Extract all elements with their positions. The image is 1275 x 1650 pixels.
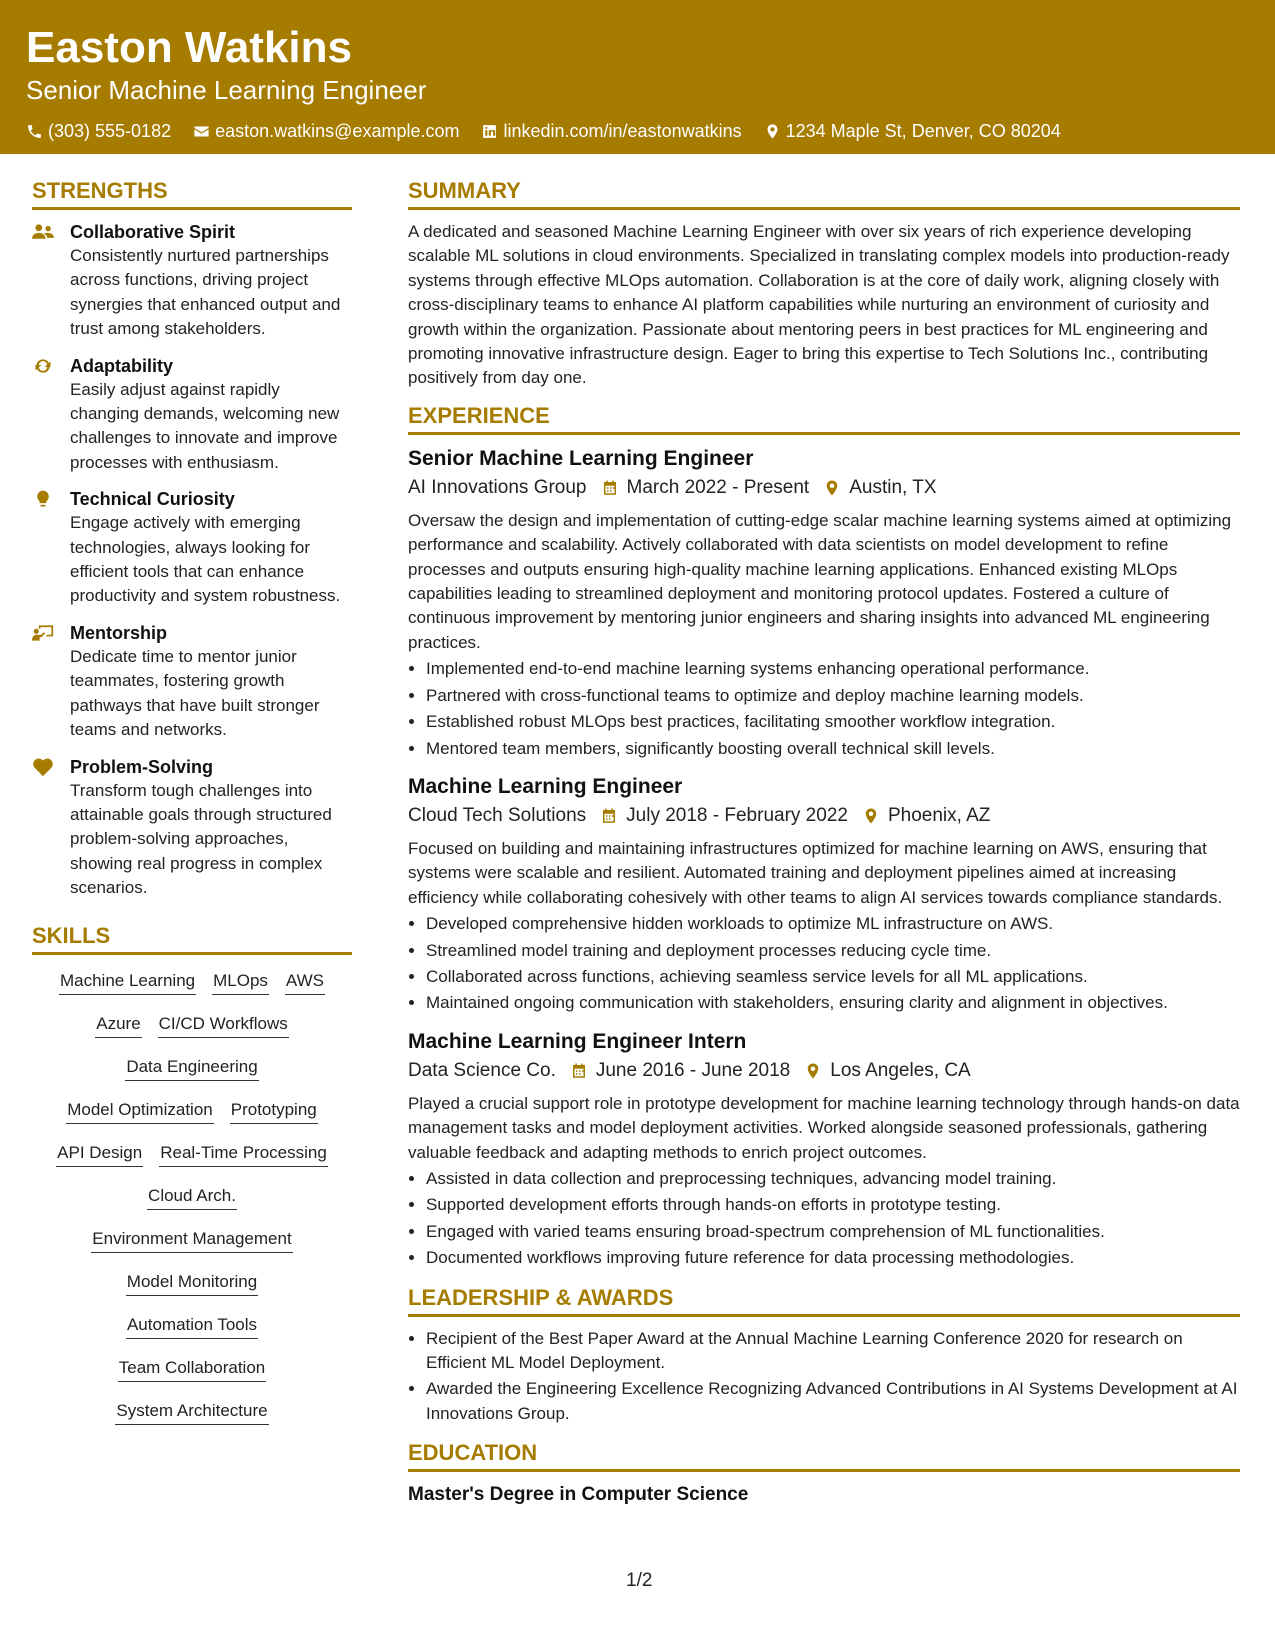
strength-item xyxy=(32,755,352,901)
envelope-icon xyxy=(193,123,210,140)
skill-tag: CI/CD Workflows xyxy=(158,1012,289,1038)
strength-desc: Dedicate time to mentor junior teammates, fostering growth pathways that have built stronger teams and networks. xyxy=(70,646,320,740)
job-dates: March 2022 - Present xyxy=(626,476,810,498)
summary-heading: SUMMARY xyxy=(408,176,1240,210)
list-item: • Established robust MLOps best practices, facilitating smoother workflow integration. xyxy=(426,710,1240,734)
skill-tag: Azure xyxy=(95,1012,141,1038)
calendar-icon xyxy=(601,479,619,497)
job-description: Focused on building and maintaining infrastructures optimized for machine learning on AWS, ensuring that systems were scalable and resilient. Automated training and deployment pipelines aimed at increasing efficiency while collaborating cohesively with other teams to align AI services towards compliance standards. xyxy=(408,838,1223,907)
leadership-bullets xyxy=(408,1327,1240,1427)
left-column xyxy=(32,176,352,1442)
list-item: • Engaged with varied teams ensuring broad-spectrum comprehension of ML functionalities. xyxy=(426,1220,1240,1244)
strength-desc: Consistently nurtured partnerships across functions, driving project synergies that enhanced output and trust among stakeholders. xyxy=(70,246,341,339)
page-number: 1/2 xyxy=(626,1570,653,1591)
candidate-name: Easton Watkins xyxy=(26,23,352,72)
job-entry xyxy=(408,773,1240,1016)
list-item: • Awarded the Engineering Excellence Recognizing Advanced Contributions in AI Systems Development at AI Innovations Group. xyxy=(426,1377,1240,1426)
skill-tag: Real-Time Processing xyxy=(159,1141,328,1167)
list-item: • Documented workflows improving future reference for data processing methodologies. xyxy=(426,1246,1240,1270)
list-item: • Collaborated across functions, achieving seamless service levels for all ML applications. xyxy=(426,965,1240,989)
job-entry xyxy=(408,445,1240,761)
contact-email[interactable] xyxy=(193,120,459,142)
experience-heading: EXPERIENCE xyxy=(408,401,1240,435)
job-company: Cloud Tech Solutions xyxy=(408,804,587,826)
job-company: Data Science Co. xyxy=(408,1059,556,1081)
skill-tag: Machine Learning xyxy=(59,969,196,995)
skill-tag: Team Collaboration xyxy=(118,1356,266,1382)
job-meta xyxy=(408,801,1240,831)
skill-tag: API Design xyxy=(56,1141,143,1167)
strength-desc: Transform tough challenges into attainable goals through structured problem-solving approaches, showing real progress in complex scenarios. xyxy=(70,780,332,898)
list-item: • Partnered with cross-functional teams to optimize and deploy machine learning models. xyxy=(426,684,1240,708)
job-company: AI Innovations Group xyxy=(408,476,587,498)
skills-heading: SKILLS xyxy=(32,921,352,955)
strength-item xyxy=(32,220,352,342)
skill-tag: AWS xyxy=(285,969,325,995)
lightbulb-icon xyxy=(32,489,54,509)
job-bullets xyxy=(408,1167,1240,1271)
strength-desc: Engage actively with emerging technologies, always looking for efficient tools that can enhance productivity and system robustness. xyxy=(70,513,341,606)
resume-header xyxy=(0,0,1275,154)
job-dates: July 2018 - February 2022 xyxy=(626,804,848,826)
email-text: easton.watkins@example.com xyxy=(215,121,460,141)
strength-item xyxy=(32,487,352,609)
job-meta xyxy=(408,1056,1240,1086)
linkedin-icon xyxy=(481,123,498,140)
linkedin-text: linkedin.com/in/eastonwatkins xyxy=(503,121,742,141)
contact-address xyxy=(764,120,1061,142)
skill-tag: Model Monitoring xyxy=(126,1270,258,1296)
job-entry xyxy=(408,1028,1240,1271)
job-meta xyxy=(408,473,1240,503)
refresh-icon xyxy=(32,356,54,376)
job-role: Machine Learning Engineer xyxy=(408,774,683,798)
list-item: • Developed comprehensive hidden workloads to optimize ML infrastructure on AWS. xyxy=(426,912,1240,936)
address-text: 1234 Maple St, Denver, CO 80204 xyxy=(785,121,1061,141)
skill-tag: Data Engineering xyxy=(125,1055,258,1081)
contact-linkedin[interactable] xyxy=(481,120,741,142)
skill-tag: System Architecture xyxy=(115,1399,268,1425)
chalkboard-teacher-icon xyxy=(32,623,54,643)
calendar-icon xyxy=(570,1062,588,1080)
contact-bar xyxy=(26,120,1249,142)
list-item: • Mentored team members, significantly boosting overall technical skill levels. xyxy=(426,737,1240,761)
strength-item xyxy=(32,354,352,476)
leadership-heading: LEADERSHIP & AWARDS xyxy=(408,1283,1240,1317)
job-bullets xyxy=(408,912,1240,1016)
strength-title: Collaborative Spirit xyxy=(70,222,236,242)
skill-tag: Model Optimization xyxy=(66,1098,214,1124)
candidate-title: Senior Machine Learning Engineer xyxy=(26,75,427,105)
map-pin-icon xyxy=(804,1062,822,1080)
list-item: • Supported development efforts through hands-on efforts in prototype testing. xyxy=(426,1193,1240,1217)
job-bullets xyxy=(408,657,1240,761)
list-item: • Maintained ongoing communication with stakeholders, ensuring clarity and alignment in objectives. xyxy=(426,991,1240,1015)
list-item: • Streamlined model training and deployment processes reducing cycle time. xyxy=(426,939,1240,963)
job-role: Machine Learning Engineer Intern xyxy=(408,1029,747,1053)
users-icon xyxy=(32,222,54,242)
strength-desc: Easily adjust against rapidly changing demands, welcoming new challenges to innovate and improve processes with enthusiasm. xyxy=(70,379,340,472)
contact-phone[interactable] xyxy=(26,120,171,142)
strength-title: Technical Curiosity xyxy=(70,489,235,510)
strength-title: Adaptability xyxy=(70,355,174,376)
skill-tag: Automation Tools xyxy=(126,1313,258,1339)
list-item: • Implemented end-to-end machine learning systems enhancing operational performance. xyxy=(426,657,1240,681)
skill-tag: Environment Management xyxy=(91,1227,292,1253)
strength-title: Mentorship xyxy=(70,622,167,643)
job-dates: June 2016 - June 2018 xyxy=(595,1059,791,1081)
heart-icon xyxy=(32,757,54,777)
strength-item xyxy=(32,621,352,743)
phone-icon xyxy=(26,123,43,140)
job-description: Played a crucial support role in prototype development for machine learning technology through hands-on data management tasks and model deployment activities. Worked alongside seasoned professionals, gathering valuable feedback and adapting methods to enrich project outcomes. xyxy=(408,1093,1240,1162)
education-degree: Master's Degree in Computer Science xyxy=(408,1484,749,1506)
skill-tag: MLOps xyxy=(212,969,269,995)
map-pin-icon xyxy=(823,479,841,497)
education-heading: EDUCATION xyxy=(408,1438,1240,1472)
job-description: Oversaw the design and implementation of cutting-edge scalar machine learning systems aimed at optimizing performance and scalability. Actively collaborated with data scientists on model development to refine processes and outputs ensuring high-quality machine learning applications. Enhanced existing MLOps capabilities leading to streamlined deployment and monitoring protocol updates. Fostered a culture of continuous improvement by mentoring junior engineers and sharing insights into advanced ML engineering practices. xyxy=(408,510,1232,652)
phone-text: (303) 555-0182 xyxy=(48,121,172,141)
job-location: Los Angeles, CA xyxy=(830,1059,971,1081)
strengths-heading: STRENGTHS xyxy=(32,176,352,210)
job-location: Austin, TX xyxy=(849,476,937,498)
list-item: • Recipient of the Best Paper Award at the Annual Machine Learning Conference 2020 for research on Efficient ML Model Deployment. xyxy=(426,1327,1240,1376)
map-pin-icon xyxy=(862,807,880,825)
summary-text: A dedicated and seasoned Machine Learning Engineer with over six years of rich experience developing scalable ML solutions in cloud environments. Specialized in translating complex models into production-ready systems through effective MLOps automation. Collaboration is at the core of daily work, aligning closely with cross-disciplinary teams to enhance AI platform capabilities while nurturing an environment of curiosity and growth within the organization. Passionate about mentoring peers in best practices for ML engineering and promoting innovative infrastructure design. Eager to bring this expertise to Tech Solutions Inc., contributing positively from day one. xyxy=(408,222,1230,388)
skill-tag: Prototyping xyxy=(230,1098,318,1124)
job-location: Phoenix, AZ xyxy=(887,804,991,826)
strength-title: Problem-Solving xyxy=(70,756,214,777)
strengths-list xyxy=(32,220,352,901)
job-role: Senior Machine Learning Engineer xyxy=(408,446,754,470)
skill-tag: Cloud Arch. xyxy=(147,1184,237,1210)
skills-list xyxy=(32,965,352,1425)
calendar-icon xyxy=(600,807,618,825)
right-column xyxy=(408,176,1240,1508)
map-pin-icon xyxy=(764,123,781,140)
list-item: • Assisted in data collection and preprocessing techniques, advancing model training. xyxy=(426,1167,1240,1191)
